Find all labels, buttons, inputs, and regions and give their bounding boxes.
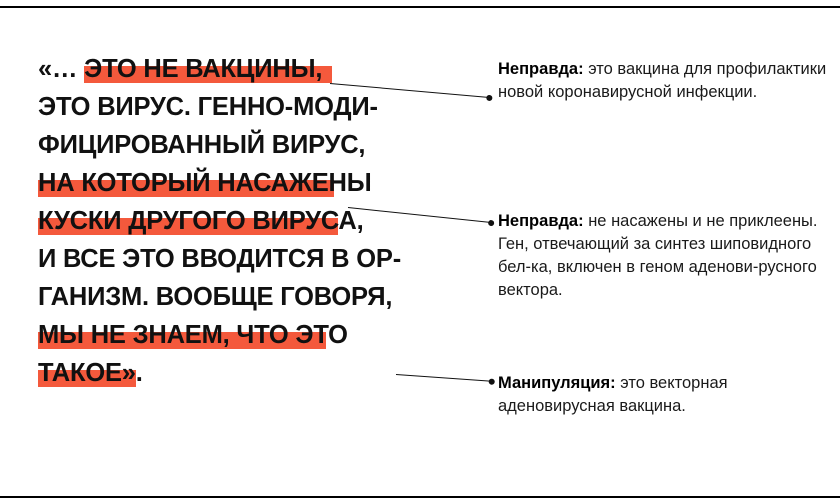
quote-line-text: ФИЦИРОВАННЫЙ ВИРУС, xyxy=(38,131,366,159)
quote-line-text: КУСКИ ДРУГОГО ВИРУСА, xyxy=(38,207,364,235)
note-item xyxy=(498,210,828,302)
quote-line xyxy=(38,126,458,164)
note-text: это векторная аденовирусная вакцина. xyxy=(498,374,728,415)
quote-line-text: ГАНИЗМ. ВООБЩЕ ГОВОРЯ, xyxy=(38,283,393,311)
quote-line xyxy=(38,240,458,278)
note-verdict: Неправда: xyxy=(498,60,584,78)
note-text: не насажены и не приклеены. Ген, отвечающий за синтез шиповидного бел-ка, включен в геном аденови-русного вектора. xyxy=(498,212,818,299)
quote-line xyxy=(38,278,458,316)
quote-line-text: НА КОТОРЫЙ НАСАЖЕНЫ xyxy=(38,169,372,197)
note-text: это вакцина для профилактики новой коронавирусной инфекции. xyxy=(498,60,827,101)
note-item xyxy=(498,58,828,104)
quote-line-text: ТАКОЕ». xyxy=(38,359,143,387)
quote-line xyxy=(38,50,458,88)
quote-line xyxy=(38,88,458,126)
leader-dot xyxy=(488,219,495,226)
quote-line-text: ЭТО ВИРУС. ГЕННО-МОДИ- xyxy=(38,93,378,121)
note-verdict: Неправда: xyxy=(498,212,584,230)
quote-line-text: МЫ НЕ ЗНАЕМ, ЧТО ЭТО xyxy=(38,321,348,349)
leader-dot xyxy=(489,378,495,384)
quote-line-text: «… ЭТО НЕ ВАКЦИНЫ, xyxy=(38,55,323,83)
note-verdict: Манипуляция: xyxy=(498,374,616,392)
note-item xyxy=(498,372,828,418)
quote-line xyxy=(38,164,458,202)
quote-block xyxy=(38,50,458,392)
quote-line xyxy=(38,202,458,240)
quote-line-text: И ВСЕ ЭТО ВВОДИТСЯ В ОР- xyxy=(38,245,401,273)
leader-dot xyxy=(486,94,493,101)
quote-line xyxy=(38,316,458,354)
top-rule xyxy=(0,6,840,8)
bottom-rule xyxy=(0,496,840,498)
quote-line xyxy=(38,354,458,392)
